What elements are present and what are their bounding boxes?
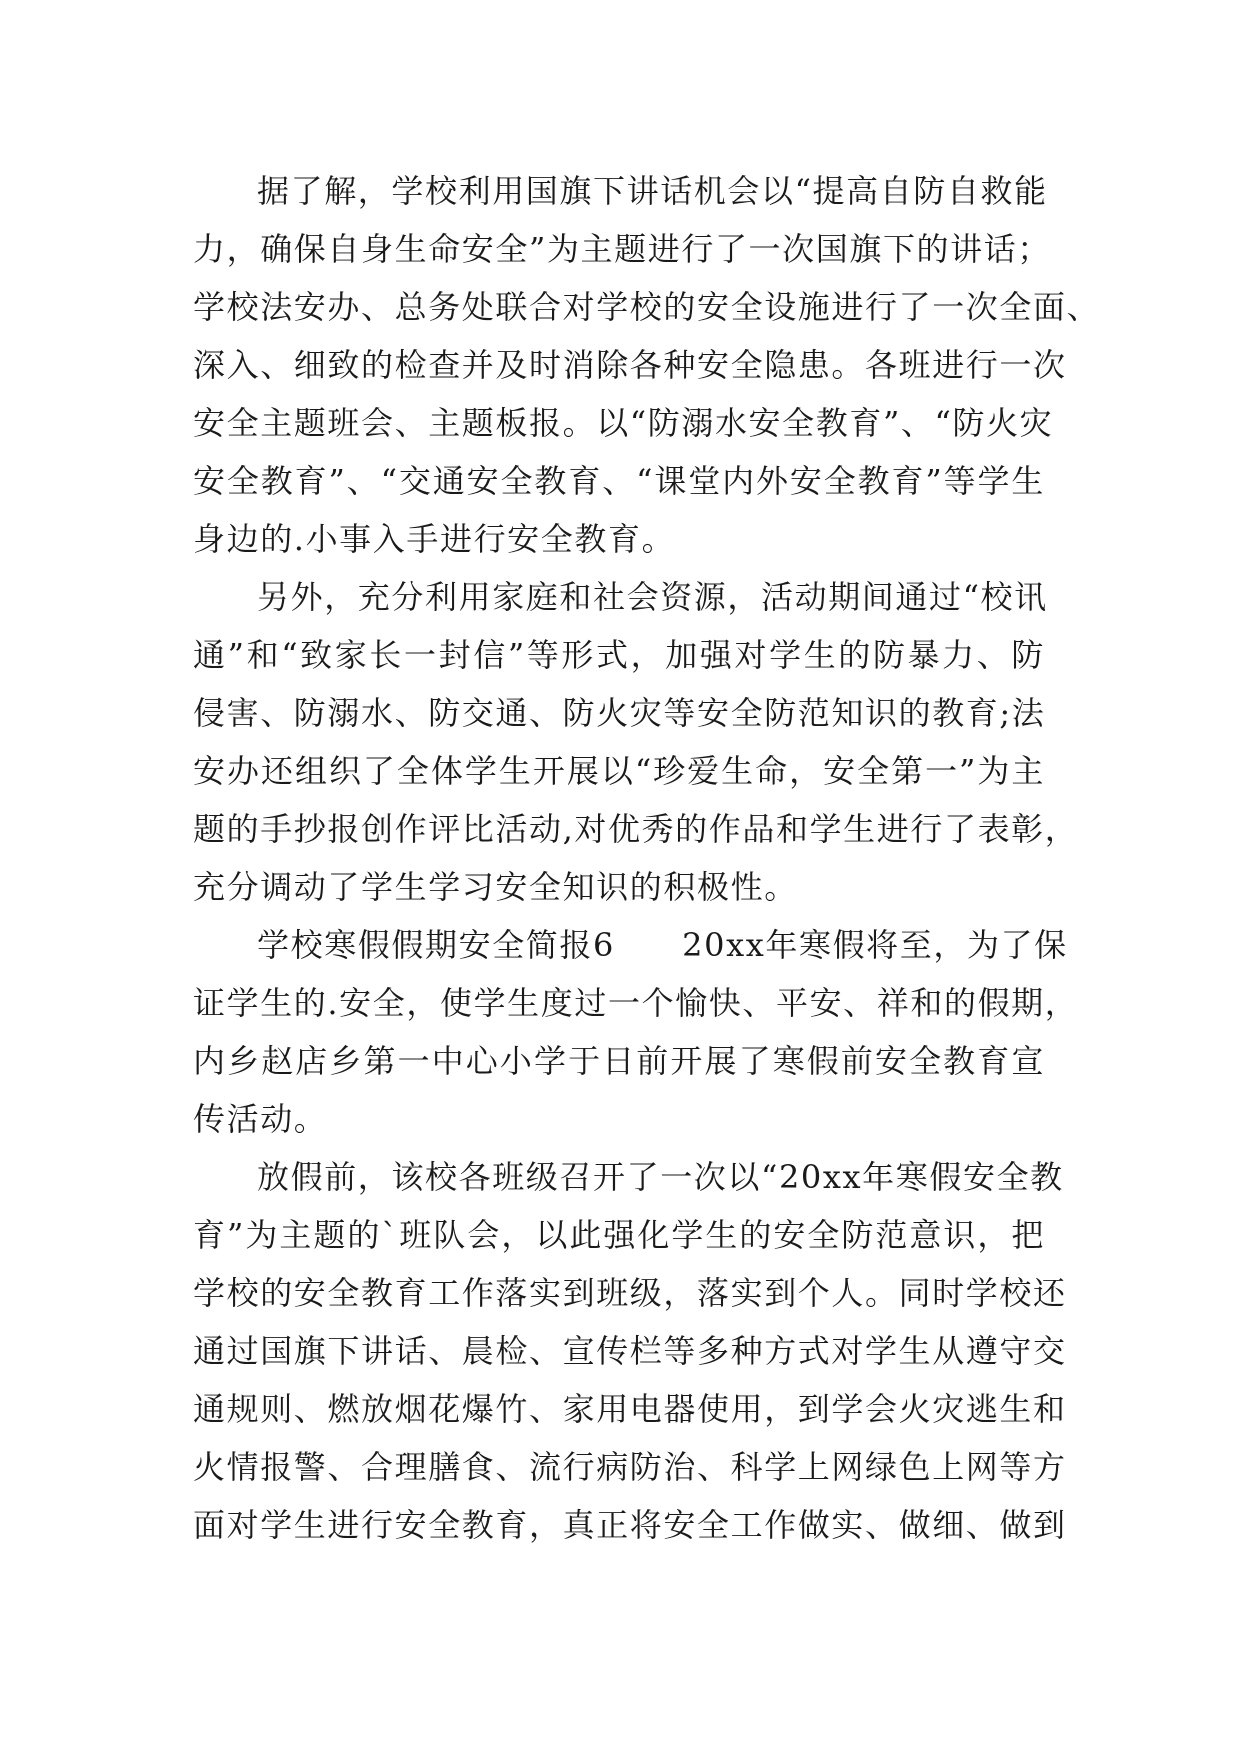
text-line: 通规则、燃放烟花爆竹、家用电器使用，到学会火灾逃生和 [193, 1390, 1067, 1428]
text-line: 面对学生进行安全教育，真正将安全工作做实、做细、做到 [193, 1506, 1067, 1544]
text-line: 育”为主题的`班队会，以此强化学生的安全防范意识，把 [193, 1216, 1045, 1254]
text-line: 安办还组织了全体学生开展以“珍爱生命，安全第一”为主 [193, 752, 1045, 790]
document-body [193, 162, 1101, 1554]
text-line: 内乡赵店乡第一中心小学于日前开展了寒假前安全教育宣 [193, 1042, 1045, 1080]
text-line: 证学生的.安全，使学生度过一个愉快、平安、祥和的假期， [193, 984, 1079, 1022]
text-line: 放假前，该校各班级召开了一次以“20xx年寒假安全教 [257, 1158, 1064, 1196]
text-line: 安全教育”、“交通安全教育、“课堂内外安全教育”等学生 [193, 462, 1045, 500]
text-line: 传活动。 [193, 1100, 328, 1138]
text-line: 通过国旗下讲话、晨检、宣传栏等多种方式对学生从遵守交 [193, 1332, 1067, 1370]
text-line: 学校寒假假期安全简报6 20xx年寒假将至，为了保 [257, 926, 1068, 964]
text-line: 身边的.小事入手进行安全教育。 [193, 520, 676, 558]
text-line: 题的手抄报创作评比活动,对优秀的作品和学生进行了表彰， [193, 810, 1079, 848]
text-line: 通”和“致家长一封信”等形式，加强对学生的防暴力、防 [193, 636, 1045, 674]
text-line: 火情报警、合理膳食、流行病防治、科学上网绿色上网等方 [193, 1448, 1067, 1486]
text-line: 充分调动了学生学习安全知识的积极性。 [193, 868, 798, 906]
text-line: 侵害、防溺水、防交通、防火灾等安全防范知识的教育;法 [193, 694, 1046, 732]
text-line: 学校的安全教育工作落实到班级，落实到个人。同时学校还 [193, 1274, 1067, 1312]
text-line: 学校法安办、总务处联合对学校的安全设施进行了一次全面、 [193, 288, 1101, 326]
text-line: 力，确保自身生命安全”为主题进行了一次国旗下的讲话； [193, 230, 1051, 268]
text-line: 另外，充分利用家庭和社会资源，活动期间通过“校讯 [257, 578, 1048, 616]
text-line: 安全主题班会、主题板报。以“防溺水安全教育”、“防火灾 [193, 404, 1054, 442]
text-line: 据了解，学校利用国旗下讲话机会以“提高自防自救能 [257, 172, 1048, 210]
text-line: 深入、细致的检查并及时消除各种安全隐患。各班进行一次 [193, 346, 1067, 384]
